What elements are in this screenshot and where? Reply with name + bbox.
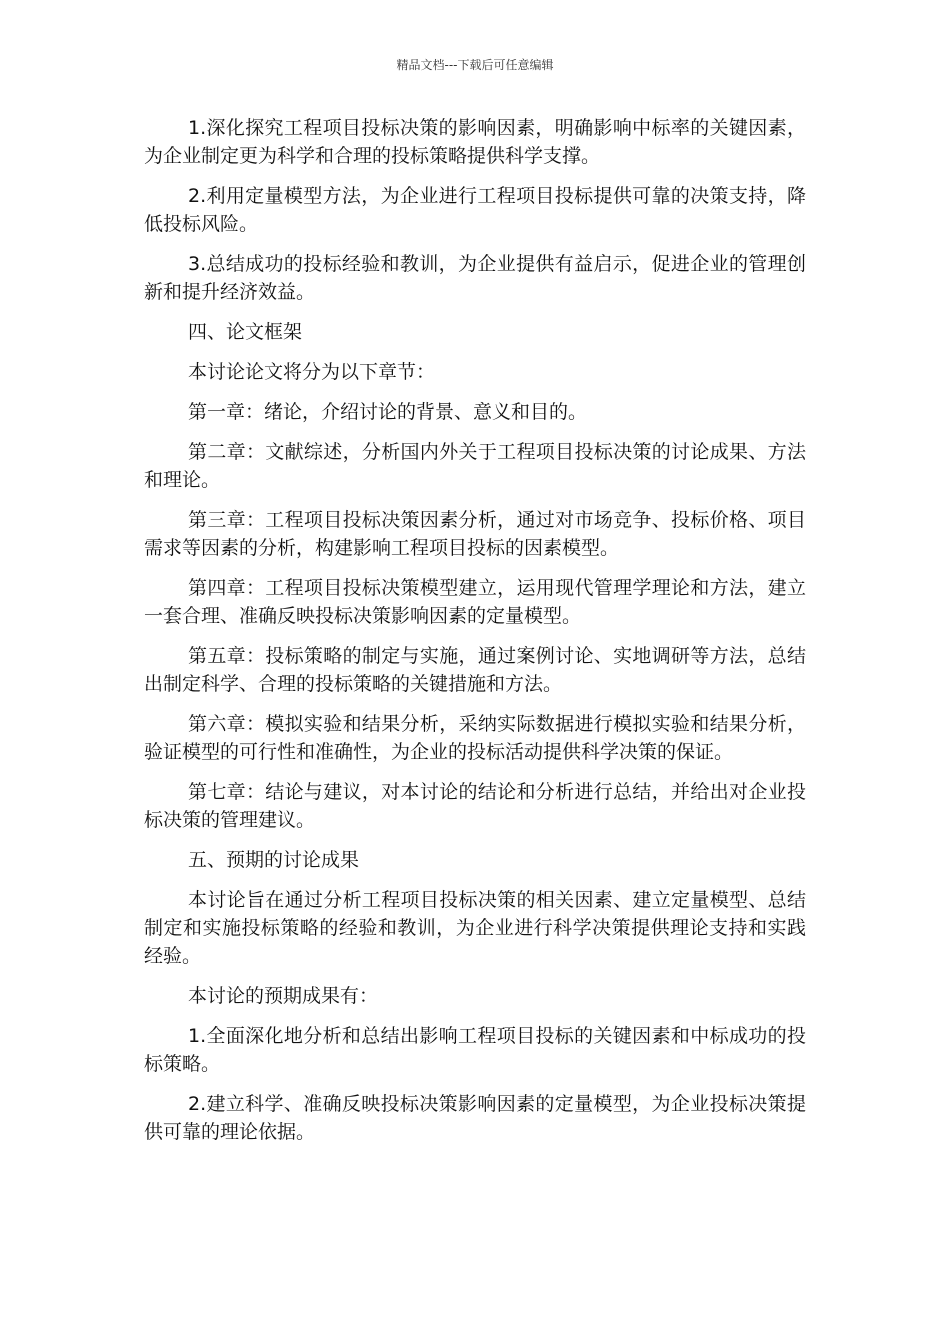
- paragraph-chapter-3: 第三章：工程项目投标决策因素分析，通过对市场竞争、投标价格、项目需求等因素的分析，构建影响工程项目投标的因素模型。: [144, 509, 806, 559]
- document-body: [144, 114, 806, 1158]
- paragraph-framework-intro: 本讨论论文将分为以下章节：: [188, 361, 436, 383]
- paragraph-chapter-7: 第七章：结论与建议，对本讨论的结论和分析进行总结，并给出对企业投标决策的管理建议。: [144, 781, 806, 831]
- paragraph-objective-1: 1.深化探究工程项目投标决策的影响因素，明确影响中标率的关键因素，为企业制定更为科学和合理的投标策略提供科学支撑。: [144, 117, 806, 167]
- paragraph-objective-3: 3.总结成功的投标经验和教训，为企业提供有益启示，促进企业的管理创新和提升经济效益。: [144, 253, 806, 303]
- page-header: 精品文档---下载后可任意编辑: [396, 58, 554, 72]
- section-heading-framework: 四、论文框架: [188, 321, 303, 343]
- paragraph-chapter-4: 第四章：工程项目投标决策模型建立，运用现代管理学理论和方法，建立一套合理、准确反映投标决策影响因素的定量模型。: [144, 577, 806, 627]
- paragraph-chapter-6: 第六章：模拟实验和结果分析，采纳实际数据进行模拟实验和结果分析，验证模型的可行性和准确性，为企业的投标活动提供科学决策的保证。: [144, 713, 806, 763]
- paragraph-chapter-2: 第二章：文献综述，分析国内外关于工程项目投标决策的讨论成果、方法和理论。: [144, 441, 806, 491]
- paragraph-expected-summary: 本讨论旨在通过分析工程项目投标决策的相关因素、建立定量模型、总结制定和实施投标策略的经验和教训，为企业进行科学决策提供理论支持和实践经验。: [144, 889, 806, 967]
- paragraph-expected-1: 1.全面深化地分析和总结出影响工程项目投标的关键因素和中标成功的投标策略。: [144, 1025, 806, 1075]
- paragraph-expected-2: 2.建立科学、准确反映投标决策影响因素的定量模型，为企业投标决策提供可靠的理论依据。: [144, 1093, 806, 1143]
- paragraph-expected-intro: 本讨论的预期成果有：: [188, 985, 379, 1007]
- section-heading-expected-results: 五、预期的讨论成果: [188, 849, 360, 871]
- paragraph-chapter-5: 第五章：投标策略的制定与实施，通过案例讨论、实地调研等方法，总结出制定科学、合理的投标策略的关键措施和方法。: [144, 645, 806, 695]
- paragraph-chapter-1: 第一章：绪论，介绍讨论的背景、意义和目的。: [188, 401, 588, 423]
- paragraph-objective-2: 2.利用定量模型方法，为企业进行工程项目投标提供可靠的决策支持，降低投标风险。: [144, 185, 806, 235]
